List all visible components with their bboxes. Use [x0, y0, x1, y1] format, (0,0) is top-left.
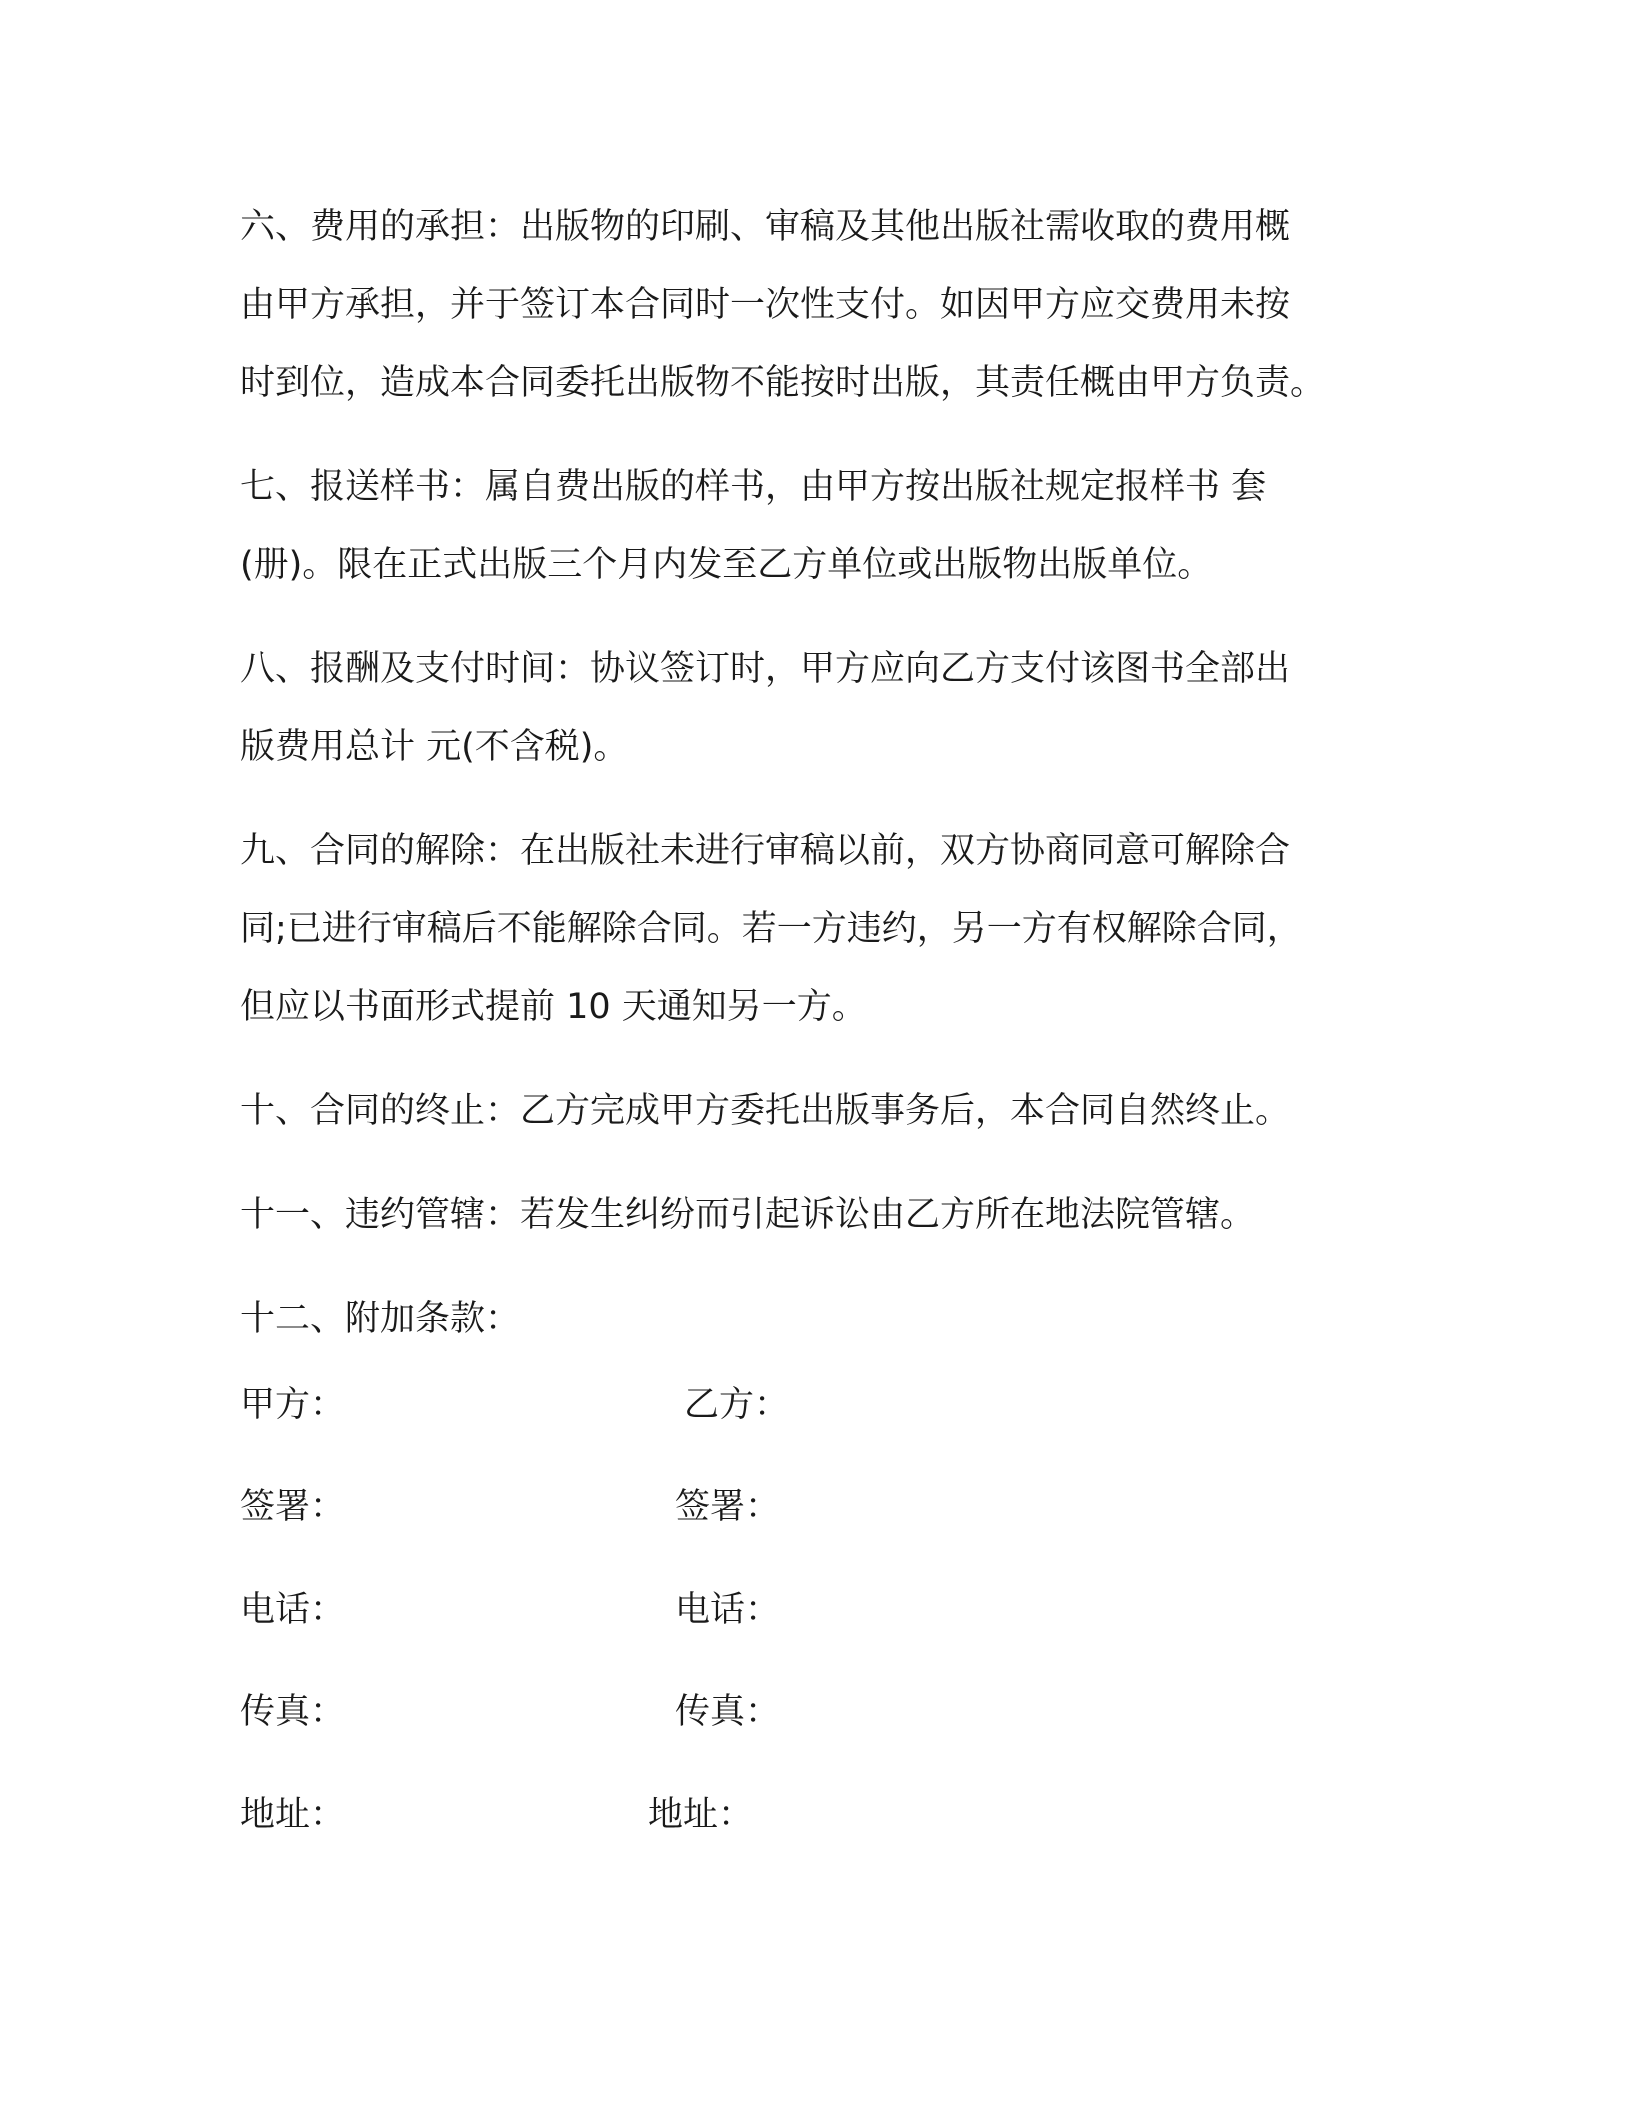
- clause-line: (册)。限在正式出版三个月内发至乙方单位或出版物出版单位。: [240, 545, 1213, 585]
- fax-b-label: 传真：: [675, 1692, 781, 1732]
- party-a-label: 甲方：: [240, 1385, 346, 1425]
- clause-six: [240, 188, 1440, 422]
- sign-b-label: 签署：: [675, 1487, 781, 1527]
- party-b-label: 乙方：: [684, 1385, 790, 1425]
- clause-line: 时到位，造成本合同委托出版物不能按时出版，其责任概由甲方负责。: [240, 363, 1326, 403]
- clause-eight: [240, 630, 1440, 786]
- signature-row-sign: [240, 1477, 1440, 1537]
- clause-line: 由甲方承担，并于签订本合同时一次性支付。如因甲方应交费用未按: [240, 285, 1291, 325]
- sign-a-label: 签署：: [240, 1487, 346, 1527]
- phone-a-label: 电话：: [240, 1590, 346, 1630]
- clause-eleven: [240, 1176, 1440, 1254]
- clause-line: 版费用总计 元(不含税)。: [240, 727, 629, 767]
- address-b-label: 地址：: [648, 1795, 754, 1835]
- clause-line: 九、合同的解除：在出版社未进行审稿以前，双方协商同意可解除合: [240, 831, 1291, 871]
- address-a-label: 地址：: [240, 1795, 346, 1835]
- clause-twelve: [240, 1280, 1440, 1358]
- clause-line: 七、报送样书：属自费出版的样书，由甲方按出版社规定报样书 套: [240, 467, 1267, 507]
- clause-line: 十、合同的终止：乙方完成甲方委托出版事务后，本合同自然终止。: [240, 1091, 1291, 1131]
- phone-b-label: 电话：: [675, 1590, 781, 1630]
- clause-line: 同;已进行审稿后不能解除合同。若一方违约，另一方有权解除合同，: [240, 909, 1302, 949]
- clause-line: 六、费用的承担：出版物的印刷、审稿及其他出版社需收取的费用概: [240, 207, 1291, 247]
- clause-ten: [240, 1072, 1440, 1150]
- clause-seven: [240, 448, 1440, 604]
- clause-nine: [240, 812, 1440, 1046]
- contract-clauses: [240, 188, 1440, 1384]
- clause-line: 十二、附加条款：: [240, 1299, 521, 1339]
- clause-line: 但应以书面形式提前 10 天通知另一方。: [240, 987, 867, 1027]
- clause-line: 十一、违约管辖：若发生纠纷而引起诉讼由乙方所在地法院管辖。: [240, 1195, 1256, 1235]
- signature-row-fax: [240, 1682, 1440, 1742]
- signature-row-address: [240, 1785, 1440, 1845]
- signature-row-phone: [240, 1580, 1440, 1640]
- signature-row-party: [240, 1375, 1440, 1435]
- clause-line: 八、报酬及支付时间：协议签订时，甲方应向乙方支付该图书全部出: [240, 649, 1291, 689]
- fax-a-label: 传真：: [240, 1692, 346, 1732]
